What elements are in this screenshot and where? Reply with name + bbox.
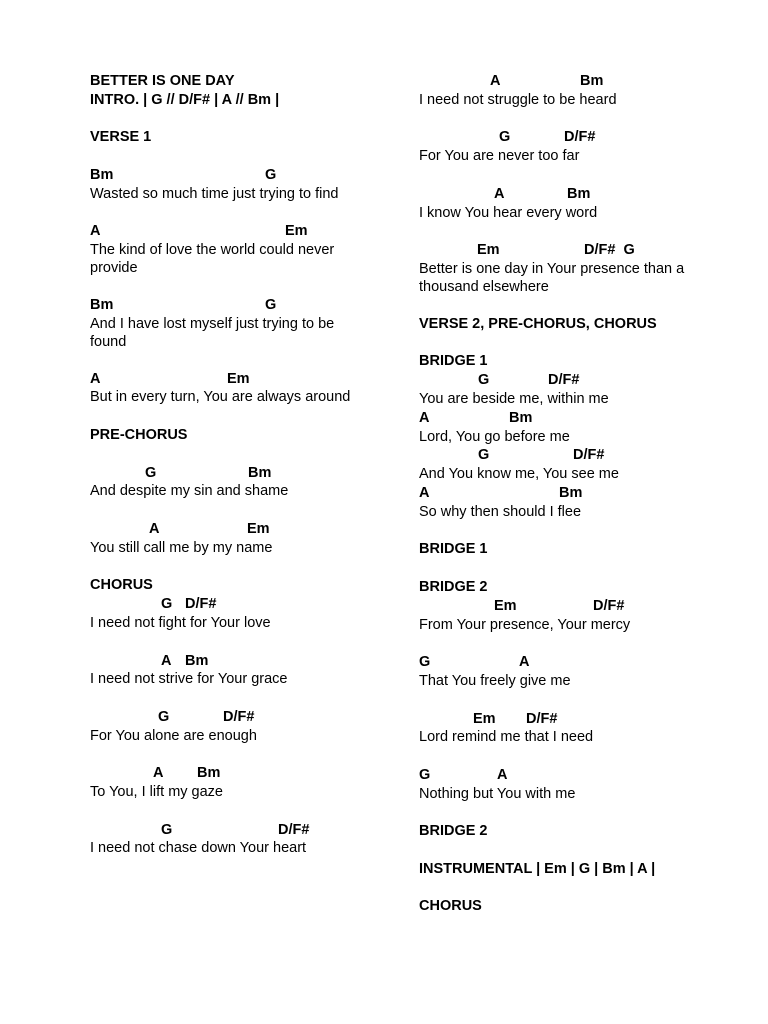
prechorus-heading: PRE-CHORUS xyxy=(90,426,188,443)
lyric-line: The kind of love the world could never provide xyxy=(90,242,335,277)
song-title: BETTER IS ONE DAY xyxy=(90,73,235,89)
lyric-line: I need not strive for Your grace xyxy=(90,671,288,688)
verse1-line xyxy=(90,166,390,204)
chord: G xyxy=(265,166,277,183)
chord: D/F# xyxy=(593,597,625,614)
lyric-line: Better is one day in Your presence than a thousand elsewhere xyxy=(419,260,685,295)
chord: D/F# xyxy=(548,372,580,389)
chord: A xyxy=(90,370,101,387)
chord: G xyxy=(158,708,170,725)
chord: Bm xyxy=(197,765,221,782)
chord: Em xyxy=(285,223,308,240)
verse1-line xyxy=(90,296,390,351)
chorus-heading: CHORUS xyxy=(90,577,153,594)
chord: Em xyxy=(473,710,496,727)
lyric-line: From Your presence, Your mercy xyxy=(419,616,631,633)
chord: G xyxy=(478,372,490,389)
chord: D/F# xyxy=(573,447,605,464)
chord: Bm xyxy=(559,484,583,501)
chord: D/F# xyxy=(223,708,255,725)
lyric-line: Wasted so much time just trying to find xyxy=(90,185,339,202)
chord: A xyxy=(149,520,160,537)
bridge2-line xyxy=(419,766,719,804)
lyric-line: I need not chase down Your heart xyxy=(90,840,307,857)
chorus-line xyxy=(419,128,719,166)
bridge1-line xyxy=(419,409,719,447)
chord: G xyxy=(161,596,173,613)
chord: Bm xyxy=(90,166,114,183)
lyric-line: But in every turn, You are always around xyxy=(90,389,351,406)
lyric-line: You are beside me, within me xyxy=(419,390,609,407)
chord: G xyxy=(419,766,431,783)
chorus-line xyxy=(90,652,390,690)
bridge1-line xyxy=(419,484,719,522)
chorus-line xyxy=(90,764,390,802)
verse1-heading: VERSE 1 xyxy=(90,129,152,146)
chord: A xyxy=(497,766,508,783)
chord: G xyxy=(265,296,277,313)
lyric-line: So why then should I flee xyxy=(419,503,582,520)
lyric-line: Lord remind me that I need xyxy=(419,729,594,746)
lyric-line: And despite my sin and shame xyxy=(90,483,289,500)
chord: Bm xyxy=(90,296,114,313)
chorus-line xyxy=(90,595,390,633)
chord: D/F# xyxy=(564,129,596,146)
lyric-line: That You freely give me xyxy=(419,672,571,689)
lyric-line: You still call me by my name xyxy=(90,539,273,556)
verse1-line xyxy=(90,222,390,277)
final-chorus: CHORUS xyxy=(419,898,482,915)
bridge1-heading: BRIDGE 1 xyxy=(419,353,488,370)
chord: Em xyxy=(477,242,500,259)
chord: A xyxy=(153,765,164,782)
chord: Bm xyxy=(567,185,591,202)
chord: Em xyxy=(494,597,517,614)
chord: D/F# xyxy=(185,596,217,613)
lyric-line: And I have lost myself just trying to be found xyxy=(90,315,335,350)
chord: A xyxy=(519,654,530,671)
lyric-line: For You alone are enough xyxy=(90,727,257,744)
chord: Bm xyxy=(509,409,533,426)
chorus-line xyxy=(419,72,719,110)
bridge2-line xyxy=(419,653,719,691)
chord: G xyxy=(145,464,157,481)
bridge2-line xyxy=(419,710,719,748)
chord: Em xyxy=(247,520,270,537)
lyric-line: Nothing but You with me xyxy=(419,785,576,802)
chorus-line xyxy=(90,708,390,746)
chord: A xyxy=(161,652,172,669)
bridge2-repeat: BRIDGE 2 xyxy=(419,823,488,840)
chorus-line xyxy=(419,185,719,223)
left-column xyxy=(90,72,390,858)
lyric-line: Lord, You go before me xyxy=(419,428,570,445)
chorus-line xyxy=(90,821,390,859)
bridge2-heading: BRIDGE 2 xyxy=(419,578,488,595)
chord: A xyxy=(90,223,101,240)
bridge1-line xyxy=(419,446,719,484)
lyric-line: I know You hear every word xyxy=(419,204,598,221)
chord: A xyxy=(494,185,505,202)
lyric-line: For You are never too far xyxy=(419,148,580,165)
chord: D/F# G xyxy=(584,242,635,259)
bridge1-repeat: BRIDGE 1 xyxy=(419,541,488,558)
right-column xyxy=(419,72,719,916)
chord: A xyxy=(490,73,501,89)
chord: D/F# xyxy=(526,710,558,727)
intro-line: INTRO. | G // D/F# | A // Bm | xyxy=(90,91,280,108)
verse1-line xyxy=(90,370,390,408)
lyric-line: And You know me, You see me xyxy=(419,466,619,483)
lyric-line: I need not struggle to be heard xyxy=(419,91,617,108)
lyric-line: To You, I lift my gaze xyxy=(90,784,223,801)
lyric-line: I need not fight for Your love xyxy=(90,614,271,631)
bridge2-line xyxy=(419,597,719,635)
chord: G xyxy=(499,129,511,146)
chord: D/F# xyxy=(278,821,310,838)
prechorus-line xyxy=(90,464,390,502)
chord: Em xyxy=(227,370,250,387)
chord: Bm xyxy=(580,73,604,89)
chord: Bm xyxy=(185,652,209,669)
chord: G xyxy=(419,654,431,671)
bridge1-line xyxy=(419,371,719,409)
section-order-line: VERSE 2, PRE-CHORUS, CHORUS xyxy=(419,315,657,332)
chord: A xyxy=(419,409,430,426)
chord: G xyxy=(478,447,490,464)
prechorus-line xyxy=(90,520,390,558)
chord: A xyxy=(419,484,430,501)
chorus-line xyxy=(419,241,719,296)
chord: Bm xyxy=(248,464,272,481)
instrumental-line: INSTRUMENTAL | Em | G | Bm | A | xyxy=(419,860,656,877)
chord: G xyxy=(161,821,173,838)
